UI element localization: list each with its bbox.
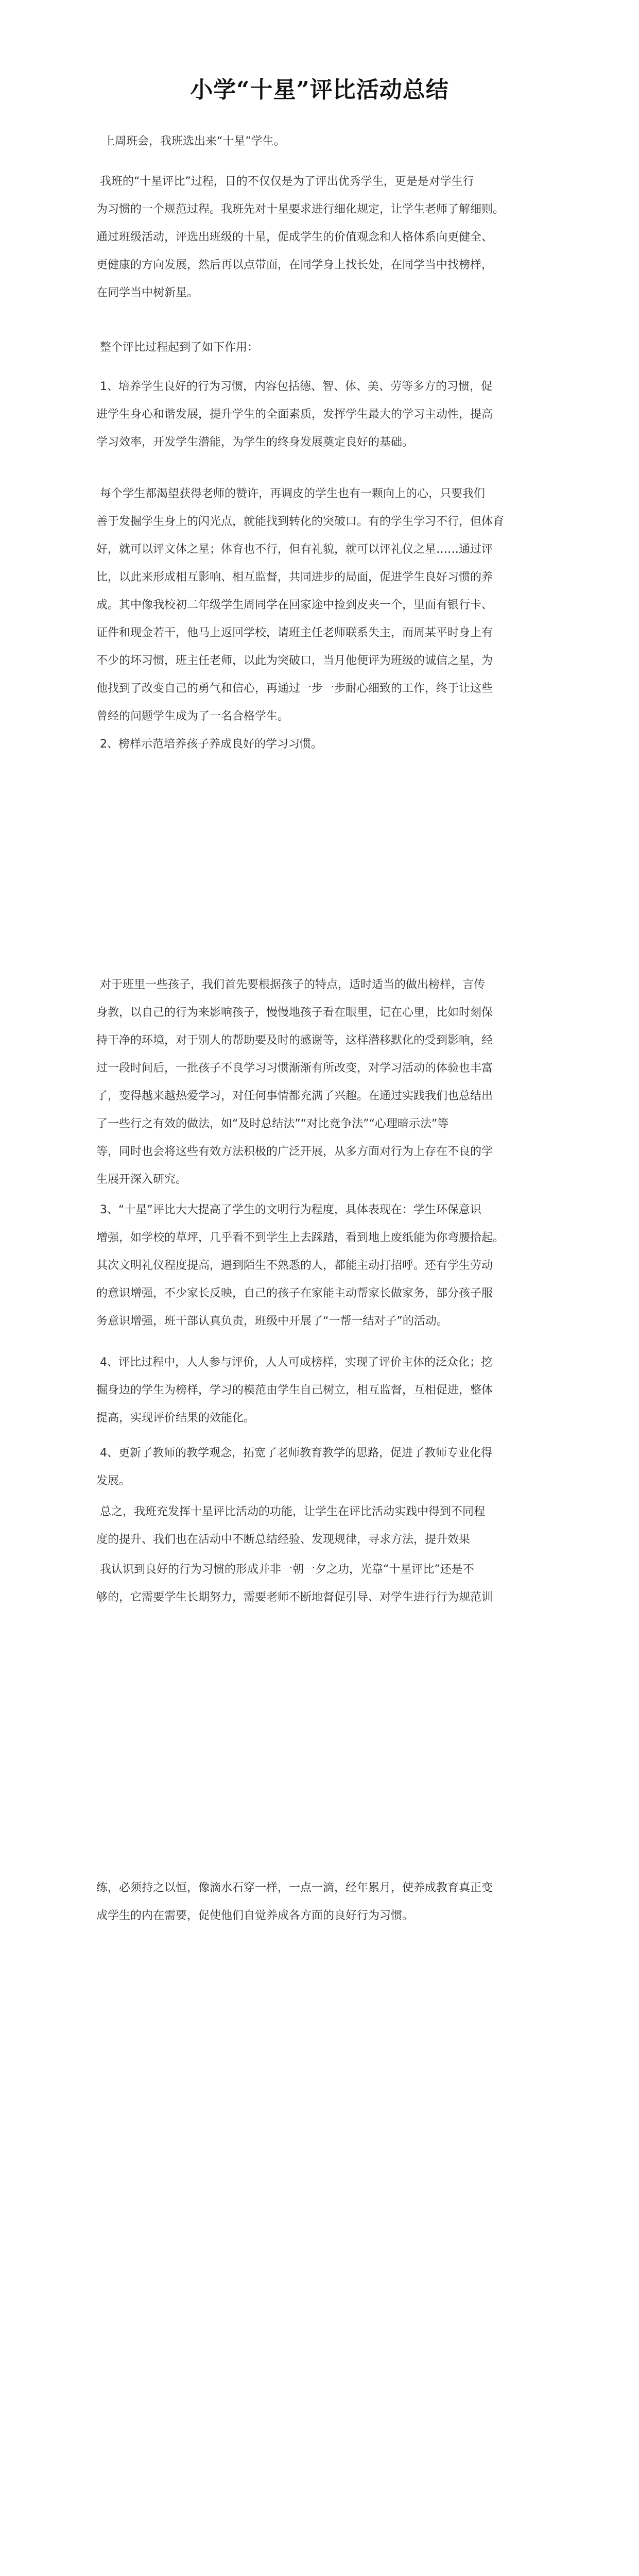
paragraph-point-1: 1、培养学生良好的行为习惯，内容包括德、智、体、美、劳等多方的习惯，促 进学生身心和谐发展，提升学生的全面素质，发挥学生最大的学习主动性，提高 学习效率，开发学生潜能，为学生的终身发展奠定良好的基础。 — [96, 380, 493, 449]
paragraph-purpose: 我班的“十星评比”过程，目的不仅仅是为了评出优秀学生，更是是对学生行 为习惯的一个规范过程。我班先对十星要求进行细化规定，让学生老师了解细则。 通过班级活动，评选出班级的十星，促成学生的价值观念和人格体系向更健全、 更健康的方向发展，然后再以点带面，在同学身上找长处，在同学当中找榜样， 在同学当中树新星。 — [96, 175, 505, 299]
paragraph-point-1-detail: 每个学生都渴望获得老师的赞许，再调皮的学生也有一颗向上的心，只要我们 善于发掘学生身上的闪光点，就能找到转化的突破口。有的学生学习不行，但体育 好，就可以评文体之星；体育也不行，但有礼貌，就可以评礼仪之星……通过评 比，以此来形成相互影响、相互监督，共同进步的局面，促进学生良好习惯的养 成。其中像我校初二年级学生周同学在回家途中捡到皮夹一个，里面有银行卡、 证件和现金若干，他马上返回学校，请班主任老师联系失主，而周某平时身上有 不少的坏习惯，班主任老师，以此为突破口，当月他便评为班级的诚信之星，为 他找到了改变自己的勇气和信心，再通过一步一步耐心细致的工作，终于让这些 曾经的问题学生成为了一名合格学生。 — [96, 487, 505, 723]
paragraph-conclusion: 练，必须持之以恒，像滴水石穿一样，一点一滴，经年累月，使养成教育真正变 成学生的内在需要，促使他们自觉养成各方面的良好行为习惯。 — [96, 1882, 493, 1922]
paragraph-summary: 总之，我班充发挥十星评比活动的功能，让学生在评比活动实践中得到不同程 度的提升、我们也在活动中不断总结经验、发现规律，寻求方法，提升效果 — [96, 1505, 486, 1546]
paragraph-point-2-detail: 对于班里一些孩子，我们首先要根据孩子的特点，适时适当的做出榜样，言传 身教，以自己的行为来影响孩子，慢慢地孩子看在眼里，记在心里，比如时刻保 持干净的环境，对于别人的帮助要及时的感谢等，这样潜移默化的受到影响，经 过一段时间后，一批孩子不良学习习惯渐渐有所改变，对学习活动的体验也丰富 了，变得越来越热爱学习，对任何事情都充满了兴趣。在通过实践我们也总结出 了一些行之有效的做法，如“及时总结法”“对比竞争法”“心理暗示法”等 等，同时也会将这些有效方法积极的广泛开展，从多方面对行为上存在不良的学 生展开深入研究。 — [96, 978, 493, 1186]
document-title: 小学“十星”评比活动总结 — [190, 77, 449, 103]
paragraph-point-4b: 4、更新了教师的教学观念，拓宽了老师教育教学的思路，促进了教师专业化得 发展。 — [96, 1447, 492, 1487]
paragraph-point-3: 3、“十星”评比大大提高了学生的文明行为程度，具体表现在：学生环保意识 增强，如学校的草坪，几乎看不到学生上去踩踏，看到地上废纸能为你弯腰拾起。 其次文明礼仪程度提高，遇到陌生不熟悉的人，都能主动打招呼。还有学生劳动 的意识增强，不少家长反映，自己的孩子在家能主动帮家长做家务，部分孩子服 务意识增强，班干部认真负责，班级中开展了“一帮一结对子”的活动。 — [96, 1204, 505, 1328]
paragraph-point-4a: 4、评比过程中，人人参与评价，人人可成榜样，实现了评价主体的泛众化；挖 掘身边的学生为榜样，学习的模范由学生自己树立，相互监督，互相促进，整体 提高，实现评价结果的效能化。 — [96, 1356, 493, 1425]
paragraph-reflection: 我认识到良好的行为习惯的形成并非一朝一夕之功，光靠“十星评比”还是不 够的，它需要学生长期努力，需要老师不断地督促引导、对学生进行行为规范训 — [96, 1563, 493, 1604]
paragraph-point-2: 2、榜样示范培养孩子养成良好的学习习惯。 — [96, 738, 322, 751]
paragraph-effects-heading: 整个评比过程起到了如下作用： — [96, 341, 259, 354]
paragraph-intro: 上周班会，我班选出来“十星”学生。 — [96, 135, 285, 148]
